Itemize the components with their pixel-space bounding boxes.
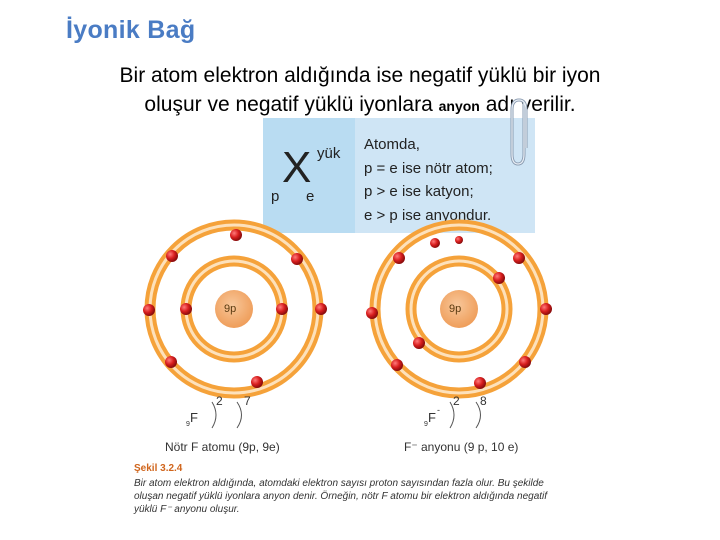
electron <box>391 359 403 371</box>
anyon-word: anyon <box>438 98 480 114</box>
electron <box>166 250 178 262</box>
electron-label: e <box>306 188 315 205</box>
config-atomic-number: 9 <box>186 421 190 428</box>
electron <box>165 356 177 368</box>
electron <box>493 272 505 284</box>
electron <box>180 303 192 315</box>
electron <box>430 238 440 248</box>
shell-count: 8 <box>480 394 487 408</box>
shell-bracket <box>237 402 242 428</box>
config-symbol: F <box>428 410 436 425</box>
electron <box>230 229 242 241</box>
config-atomic-number: 9 <box>424 421 428 428</box>
charge-label: yük <box>317 145 341 162</box>
neutral-f-atom <box>143 225 327 428</box>
shell-count: 2 <box>216 394 223 408</box>
electron <box>291 253 303 265</box>
atom-label-anion: F⁻ anyonu (9 p, 10 e) <box>404 440 519 454</box>
body-line-2-end: adı verilir. <box>485 93 576 116</box>
config-charge: - <box>437 405 440 415</box>
figure-caption: Bir atom elektron aldığında, atomdaki elektron sayısı proton sayısından fazla olur. Bu şekilde oluşan negatif yüklü iyonlara anyon denir. Örneğin, nötr F atomu bir elektron aldığında negatif yüklü F⁻ anyonu oluşur. <box>134 478 548 515</box>
electron <box>366 307 378 319</box>
proton-label: p <box>271 188 280 205</box>
nucleus-label: 9p <box>224 303 237 315</box>
electron <box>143 304 155 316</box>
electron <box>251 376 263 388</box>
electron <box>513 252 525 264</box>
figure-caption-title: Şekil 3.2.4 <box>134 463 183 474</box>
shell-count: 7 <box>244 394 251 408</box>
electron <box>413 337 425 349</box>
slide-title: İyonik Bağ <box>66 16 196 44</box>
electron <box>540 303 552 315</box>
rule-line: Atomda, <box>364 136 420 153</box>
electron <box>519 356 531 368</box>
nucleus-label: 9p <box>449 303 462 315</box>
body-line-2-start: oluşur ve negatif yüklü iyonlara <box>144 93 433 116</box>
element-symbol: X <box>282 143 312 192</box>
rule-line: e > p ise anyondur. <box>364 206 492 224</box>
body-line-1: Bir atom elektron aldığında ise negatif yüklü bir iyon <box>119 64 601 87</box>
electron <box>393 252 405 264</box>
electron <box>276 303 288 315</box>
electron <box>315 303 327 315</box>
rule-line: p > e ise katyon; <box>364 183 474 200</box>
rule-line: p = e ise nötr atom; <box>364 159 493 177</box>
shell-count: 2 <box>453 394 460 408</box>
config-symbol: F <box>190 410 198 425</box>
electron <box>455 236 463 244</box>
electron <box>474 377 486 389</box>
atom-label-neutral: Nötr F atomu (9p, 9e) <box>165 440 280 454</box>
